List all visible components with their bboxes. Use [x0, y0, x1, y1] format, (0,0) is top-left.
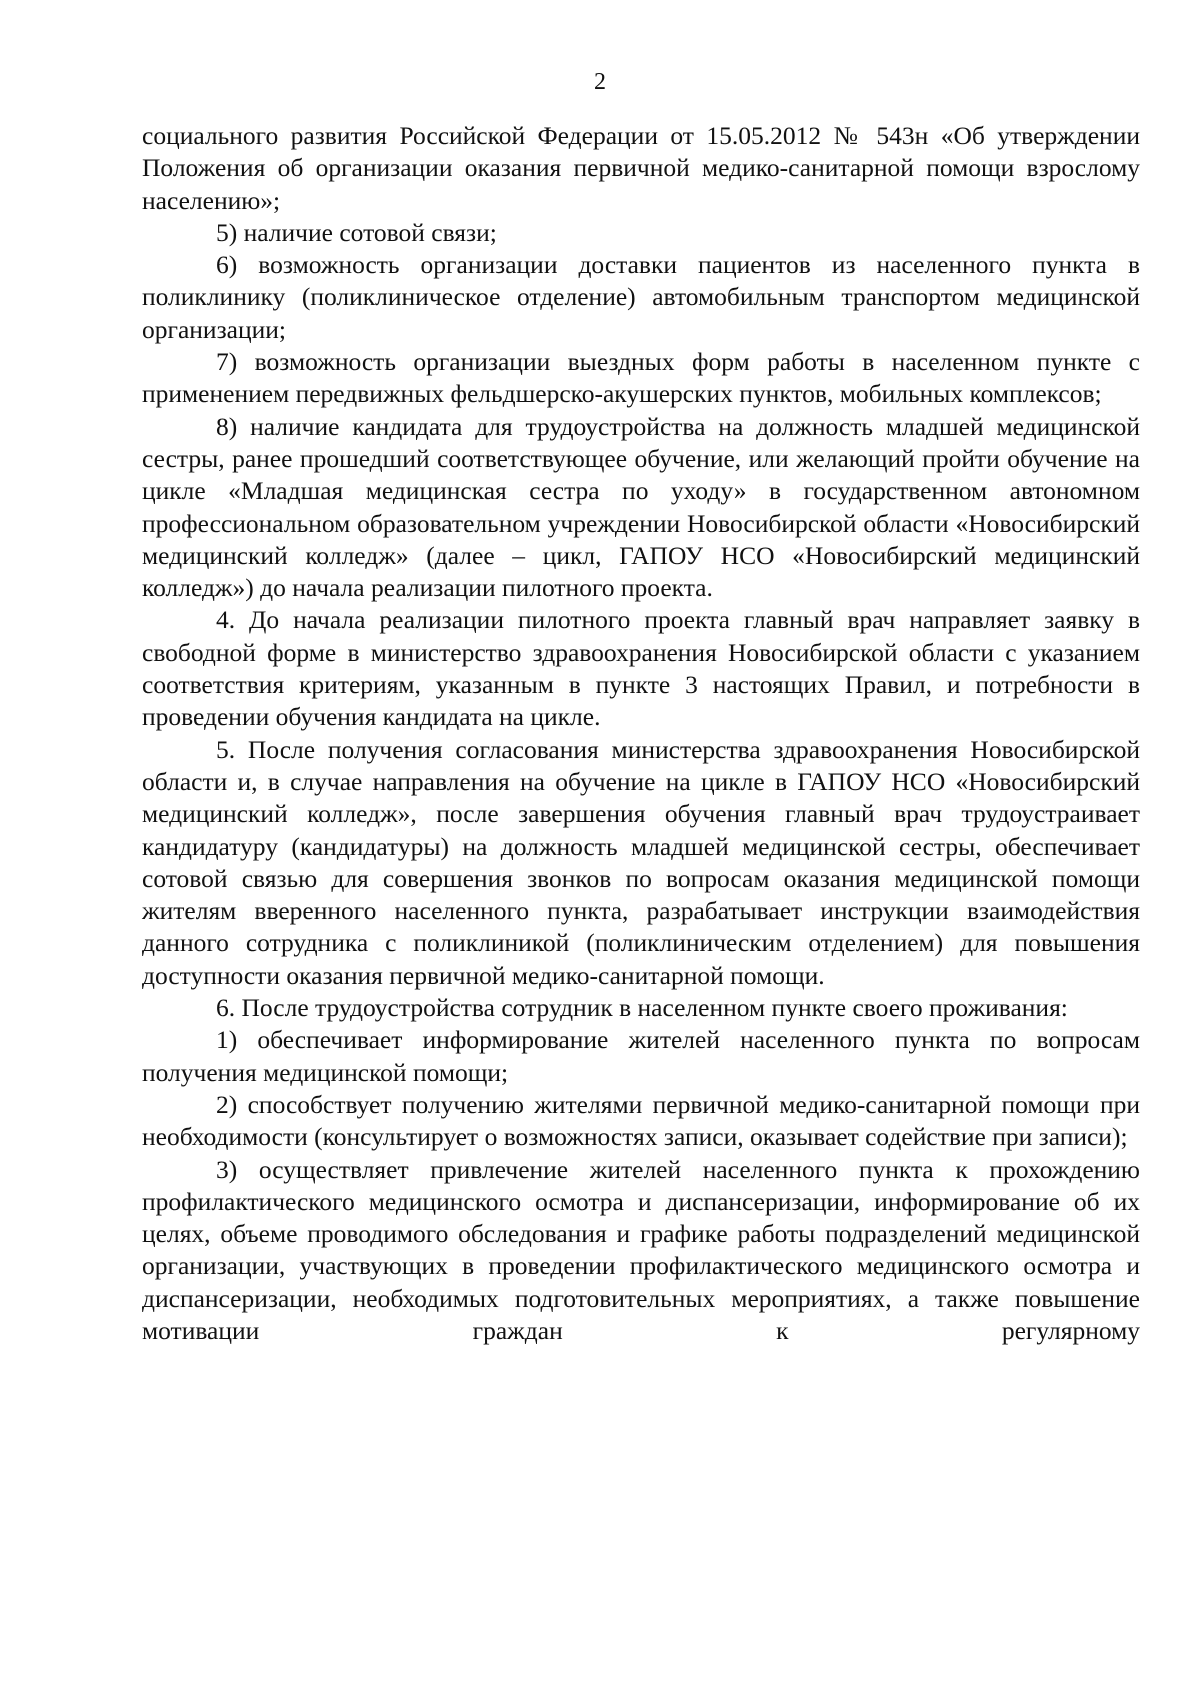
paragraph-subitem-3: 3) осуществляет привлечение жителей населенного пункта к прохождению профилактического медицинского осмотра и диспансеризации, информирование об их целях, объеме проводимого обследования и графике работы подразделений медицинской организации, участвующих в проведении профилактического медицинского осмотра и диспансеризации, необходимых подготовительных мероприятиях, а также повышение мотивации граждан к регулярному	[142, 1154, 1140, 1345]
paragraph-subitem-1: 1) обеспечивает информирование жителей населенного пункта по вопросам получения медицинской помощи;	[142, 1025, 1140, 1087]
paragraph-section-6: 6. После трудоустройства сотрудник в населенном пункте своего проживания:	[216, 993, 1068, 1023]
paragraph-section-5: 5. После получения согласования министерства здравоохранения Новосибирской области и, в случае направления на обучение на цикле в ГАПОУ НСО «Новосибирский медицинский колледж», после завершения обучения главный врач трудоустраивает кандидатуру (кандидатуры) на должность младшей медицинской сестры, обеспечивает сотовой связью для совершения звонков по вопросам оказания медицинской помощи жителям вверенного населенного пункта, разрабатывает инструкции взаимодействия данного сотрудника с поликлиникой (поликлиническим отделением) для повышения доступности оказания первичной медико-санитарной помощи.	[142, 734, 1140, 990]
paragraph-item-5: 5) наличие сотовой связи;	[216, 217, 497, 247]
paragraph-item-8: 8) наличие кандидата для трудоустройства на должность младшей медицинской сестры, ранее прошедший соответствующее обучение, или желающий пройти обучение на цикле «Младшая медицинская сестра по уходу» в государственном автономном профессиональном образовательном учреждении Новосибирской области «Новосибирский медицинский колледж» (далее – цикл, ГАПОУ НСО «Новосибирский медицинский колледж») до начала реализации пилотного проекта.	[142, 411, 1140, 603]
page-number: 2	[594, 69, 606, 95]
document-body	[142, 120, 1140, 1347]
paragraph-item-6: 6) возможность организации доставки пациентов из населенного пункта в поликлинику (поликлиническое отделение) автомобильным транспортом медицинской организации;	[142, 250, 1140, 344]
paragraph-item-7: 7) возможность организации выездных форм работы в населенном пункте с применением передвижных фельдшерско-акушерских пунктов, мобильных комплексов;	[142, 347, 1140, 409]
paragraph-continuation: социального развития Российской Федерации от 15.05.2012 № 543н «Об утверждении Положения об организации оказания первичной медико-санитарной помощи взрослому населению»;	[142, 121, 1140, 215]
paragraph-section-4: 4. До начала реализации пилотного проекта главный врач направляет заявку в свободной форме в министерство здравоохранения Новосибирской области с указанием соответствия критериям, указанным в пункте 3 настоящих Правил, и потребности в проведении обучения кандидата на цикле.	[142, 605, 1140, 732]
paragraph-subitem-2: 2) способствует получению жителями первичной медико-санитарной помощи при необходимости (консультирует о возможностях записи, оказывает содействие при записи);	[142, 1089, 1140, 1152]
